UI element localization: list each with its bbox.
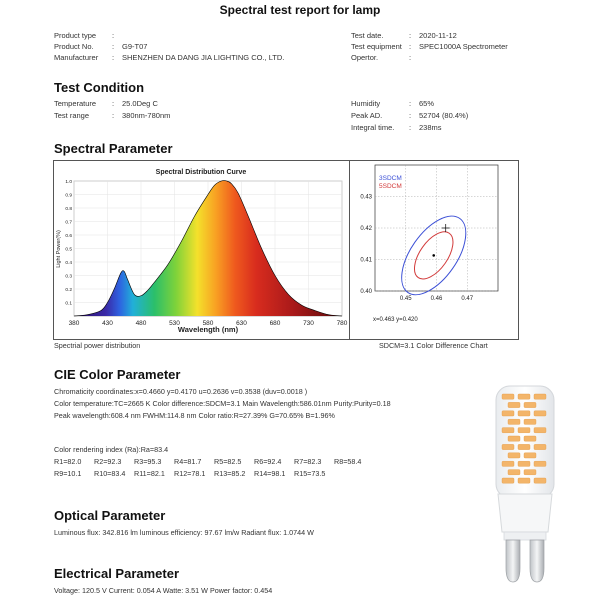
condition-value: 25.0Deg C [122, 99, 158, 108]
header-right-label: Test equipment [351, 42, 402, 51]
cd-y-tick-label: 0.40 [360, 289, 372, 295]
r-value: R11=82.1 [134, 469, 165, 478]
condition-left-row-1: Temperature : 25.0Deg C [54, 99, 158, 108]
spectral-y-tick-label: 0.4 [65, 261, 72, 266]
condition-value: 52704 (80.4%) [419, 111, 469, 120]
led-chip [502, 478, 514, 483]
electrical-heading: Electrical Parameter [54, 566, 180, 581]
cie-line-3: Peak wavelength:608.4 nm FWHM:114.8 nm Color ratio:R=27.39% G=70.65% B=1.96% [54, 411, 335, 420]
spectral-y-tick-label: 0.8 [65, 207, 72, 212]
condition-label: Test range [54, 111, 90, 120]
spectral-x-tick-label: 380 [68, 320, 80, 327]
r-value: R7=82.3 [294, 457, 322, 466]
led-chip [518, 428, 530, 433]
cd-y-tick-label: 0.43 [360, 194, 372, 201]
led-chip [524, 470, 536, 475]
spectral-x-tick-label: 530 [169, 320, 180, 327]
led-chip [508, 453, 520, 458]
led-chip [502, 411, 514, 416]
r-value: R3=95.3 [134, 457, 162, 466]
r-value: R6=92.4 [254, 457, 282, 466]
led-chip [508, 402, 520, 407]
r-value: R4=81.7 [174, 457, 202, 466]
optical-line: Luminous flux: 342.816 lm luminous efficiency: 97.67 lm/w Radiant flux: 1.0744 W [54, 528, 314, 537]
spectral-x-tick-label: 680 [269, 320, 281, 327]
led-chip [534, 444, 546, 449]
led-chip [518, 444, 530, 449]
header-left-value: G9-T07 [122, 42, 148, 51]
spectral-x-tick-label: 430 [102, 320, 113, 327]
condition-value: 65% [419, 99, 435, 108]
r-value: R13=85.2 [214, 469, 246, 478]
spectral-x-tick-label: 730 [303, 320, 314, 327]
bulb-base [498, 494, 552, 532]
r-value: R9=10.1 [54, 469, 82, 478]
spectral-y-tick-label: 0.6 [65, 234, 72, 239]
spectral-y-tick-label: 0.1 [65, 301, 72, 307]
spectral-y-tick-label: 1.0 [65, 180, 72, 185]
spectral-x-tick-label: 480 [135, 320, 147, 327]
cd-x-tick-label: 0.47 [461, 296, 474, 302]
led-chip [524, 402, 536, 407]
cd-readout: x=0.463 y=0.420 [373, 317, 418, 323]
report-title: Spectral test report for lamp [219, 3, 381, 17]
cri-row-1 [54, 457, 374, 466]
spectral-y-tick-label: 0.3 [65, 274, 72, 280]
header-right-value: SPEC1000A Spectrometer [419, 42, 508, 51]
bulb-collar [504, 532, 546, 540]
sdcm-center-mark [432, 254, 435, 257]
spectral-caption-left: Spectrial power distribution [54, 341, 141, 350]
header-left-value: SHENZHEN DA DANG JIA LIGHTING CO., LTD. [122, 53, 285, 62]
condition-left-row-2: Test range : 380nm-780nm [54, 111, 171, 120]
led-chip [534, 428, 546, 433]
header-left-label: Product type [54, 31, 97, 40]
cri-line: Color rendering index (Ra):Ra=83.4 [54, 445, 169, 454]
panel-divider [349, 160, 350, 340]
spectral-x-axis-label: Wavelength (nm) [177, 325, 239, 334]
led-chip [502, 461, 514, 466]
cie-line-2: Color temperature:TC=2665 K Color difference:SDCM=3.1 Main Wavelength:586.01nm Purity:Purity=0.18 [54, 399, 391, 408]
spectral-distribution-chart [54, 161, 348, 338]
r-value: R14=98.1 [254, 469, 286, 478]
led-chip [534, 394, 546, 399]
header-left-row-2: Product No. : G9-T07 [54, 42, 148, 51]
header-left-row-3: Manufacturer : SHENZHEN DA DANG JIA LIGHTING CO., LTD. [54, 53, 285, 62]
led-chip [508, 470, 520, 475]
cri-row-2 [54, 469, 334, 478]
test-condition-heading: Test Condition [54, 80, 145, 95]
spectral-y-tick-label: 0.9 [65, 193, 72, 199]
g9-led-bulb-icon [482, 382, 568, 590]
header-right-value: 2020-11-12 [419, 31, 457, 40]
r-value: R1=82.0 [54, 457, 82, 466]
spectral-y-tick-label: 0.2 [65, 288, 72, 293]
condition-right-row-2: Peak AD. : 52704 (80.4%) [351, 111, 469, 120]
header-right-label: Opertor. [351, 53, 379, 62]
cd-y-tick-label: 0.42 [360, 226, 372, 232]
condition-right-row-3: Integral time. : 238ms [351, 123, 442, 132]
condition-label: Peak AD. [351, 111, 383, 120]
r-value: R8=58.4 [334, 457, 362, 466]
spectral-parameter-heading: Spectral Parameter [54, 141, 173, 156]
condition-right-row-1: Humidity : 65% [351, 99, 435, 108]
cd-y-tick-label: 0.41 [360, 257, 372, 264]
optical-heading: Optical Parameter [54, 508, 166, 523]
r-value: R15=73.5 [294, 469, 326, 478]
spectral-y-axis-label: Light Power(%) [56, 230, 62, 268]
led-chip [524, 453, 536, 458]
spectral-chart-title: Spectral Distribution Curve [155, 169, 247, 176]
cie-heading: CIE Color Parameter [54, 367, 181, 382]
header-right-label: Test date. [351, 31, 384, 40]
condition-value: 380nm-780nm [122, 111, 171, 120]
condition-label: Integral time. [351, 123, 395, 132]
condition-value: 238ms [419, 123, 442, 132]
r-value: R10=83.4 [94, 469, 126, 478]
led-chip [534, 478, 546, 483]
color-difference-chart [351, 161, 516, 338]
electrical-line: Voltage: 120.5 V Current: 0.054 A Watte: 3.51 W Power factor: 0.454 [54, 586, 273, 595]
spectral-x-tick-label: 780 [336, 320, 348, 327]
led-chip [502, 394, 514, 399]
bulb-pin-left [506, 540, 520, 582]
r-value: R5=82.5 [214, 457, 242, 466]
r-value: R2=92.3 [94, 457, 122, 466]
legend-3sdcm: 3SDCM [379, 175, 402, 182]
led-chip [524, 419, 536, 424]
spectral-x-tick-label: 580 [202, 320, 214, 327]
cie-line-1: Chromaticity coordinates:x=0.4660 y=0.4170 u=0.2636 v=0.3538 (duv=0.0018 ) [54, 387, 308, 396]
header-right-row-3: Opertor. : [351, 53, 412, 62]
led-chip [534, 411, 546, 416]
condition-label: Temperature [54, 99, 97, 108]
led-chip [502, 444, 514, 449]
led-chip [508, 436, 520, 441]
spectral-y-tick-label: 0.5 [65, 247, 72, 253]
led-chip [524, 436, 536, 441]
led-chip [502, 428, 514, 433]
bulb-pin-right [530, 540, 544, 582]
header-left-label: Manufacturer [54, 53, 99, 62]
led-chip [534, 461, 546, 466]
header-left-row-1: Product type : [54, 31, 115, 40]
cd-x-tick-label: 0.46 [430, 296, 443, 302]
led-chip [508, 419, 520, 424]
spectral-x-tick-label: 630 [236, 320, 247, 327]
r-value: R12=78.1 [174, 469, 206, 478]
header-left-label: Product No. [54, 42, 94, 51]
led-chip [518, 461, 530, 466]
led-chip [518, 394, 530, 399]
condition-label: Humidity [351, 99, 381, 108]
header-right-row-1: Test date. : 2020-11-12 [351, 31, 457, 40]
cd-center-dot [432, 254, 435, 257]
spectral-y-tick-label: 0.7 [65, 220, 72, 226]
led-chip [518, 478, 530, 483]
led-chip [518, 411, 530, 416]
cd-x-tick-label: 0.45 [399, 296, 412, 302]
legend-5sdcm: 5SDCM [379, 183, 402, 190]
spectral-caption-right: SDCM=3.1 Color Difference Chart [379, 341, 488, 350]
header-right-row-2: Test equipment : SPEC1000A Spectrometer [351, 42, 508, 51]
